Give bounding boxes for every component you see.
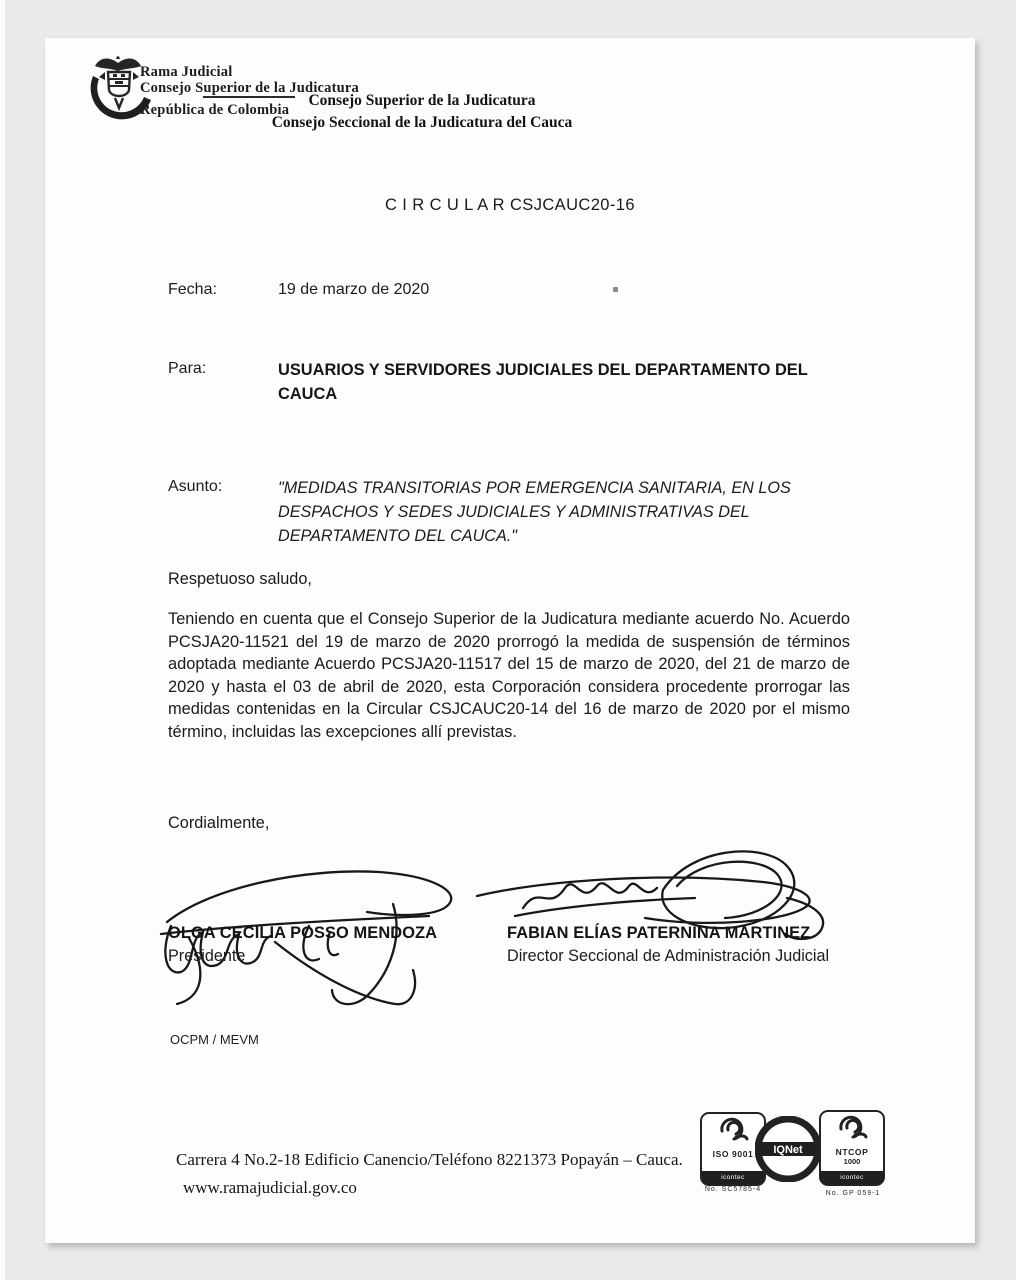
typist-initials: OCPM / MEVM xyxy=(170,1032,259,1047)
iso-certificate-number: No. SC5785-4 xyxy=(704,1186,762,1193)
iso-9001-label: ISO 9001 xyxy=(712,1149,754,1159)
header-consejo-superior: Consejo Superior de la Judicatura xyxy=(140,80,360,96)
icontec-swirl-icon xyxy=(835,1115,869,1141)
ntcgp-sub-label: 1000 xyxy=(843,1157,861,1166)
iqnet-certified-text: C E R T I F I E D xyxy=(763,1122,805,1142)
circular-title: C I R C U L A R CSJCAUC20-16 xyxy=(385,196,635,214)
signer-right-title: Director Seccional de Administración Judicial xyxy=(507,947,830,965)
header-right-block xyxy=(241,90,603,134)
ntcgp-label: NTCOP xyxy=(835,1147,869,1157)
ntcgp-1000-badge xyxy=(819,1110,885,1186)
signer-left-title: Presidente xyxy=(168,947,246,965)
header-republica: República de Colombia xyxy=(140,102,290,118)
document-page xyxy=(45,38,975,1243)
icontec-band: icontec xyxy=(702,1171,764,1184)
body-paragraph: Teniendo en cuenta que el Consejo Superior de la Judicatura mediante acuerdo No. Acuerdo PCSJA20-11521 del 19 de marzo de 2020 prorrogó la medida de suspensión de términos adoptada mediante Acuerdo PCSJA20-11517 del 15 de marzo de 2020, del 21 de marzo de 2020 y hasta el 03 de abril de 2020, esta Corporación considera procedente prorrogar las medidas contenidas en la Circular CSJCAUC20-14 del 16 de marzo de 2020 por el mismo término, incluidas las excepciones allí previstas. xyxy=(168,610,850,741)
para-label: Para: xyxy=(168,360,207,377)
closing: Cordialmente, xyxy=(168,814,270,832)
header-right-line1: Consejo Superior de la Judicatura xyxy=(308,92,536,109)
iqnet-label: IQNet xyxy=(773,1144,803,1156)
asunto-label: Asunto: xyxy=(168,478,223,495)
signer-left-name: OLGA CECILIA POSSO MENDOZA xyxy=(168,924,438,942)
iqnet-management-text: MANAGEMENT SYSTEM xyxy=(768,1155,809,1171)
signer-right-name: FABIAN ELÍAS PATERNINA MARTINEZ xyxy=(507,924,811,942)
scan-speck xyxy=(613,287,618,292)
fecha-label: Fecha: xyxy=(168,281,217,298)
para-value: USUARIOS Y SERVIDORES JUDICIALES DEL DEPARTAMENTO DEL CAUCA xyxy=(278,361,808,403)
header-rama-judicial: Rama Judicial xyxy=(140,64,233,80)
ntcgp-certificate-number: No. GP 059-1 xyxy=(825,1190,881,1197)
icontec-swirl-icon xyxy=(716,1117,750,1143)
header-right-line2: Consejo Seccional de la Judicatura del Cauca xyxy=(271,114,573,131)
asunto-value: "MEDIDAS TRANSITORIAS POR EMERGENCIA SANITARIA, EN LOS DESPACHOS Y SEDES JUDICIALES Y ADMINISTRATIVAS DEL DEPARTAMENTO DEL CAUCA." xyxy=(278,479,791,545)
salutation: Respetuoso saludo, xyxy=(168,570,312,588)
scan-edge-strip xyxy=(0,0,5,1280)
footer-website: www.ramajudicial.gov.co xyxy=(183,1178,357,1197)
icontec-band: icontec xyxy=(821,1171,883,1184)
iqnet-badge xyxy=(755,1116,821,1182)
footer-address: Carrera 4 No.2-18 Edificio Canencio/Teléfono 8221373 Popayán – Cauca. xyxy=(176,1150,683,1169)
fecha-value: 19 de marzo de 2020 xyxy=(278,281,430,298)
